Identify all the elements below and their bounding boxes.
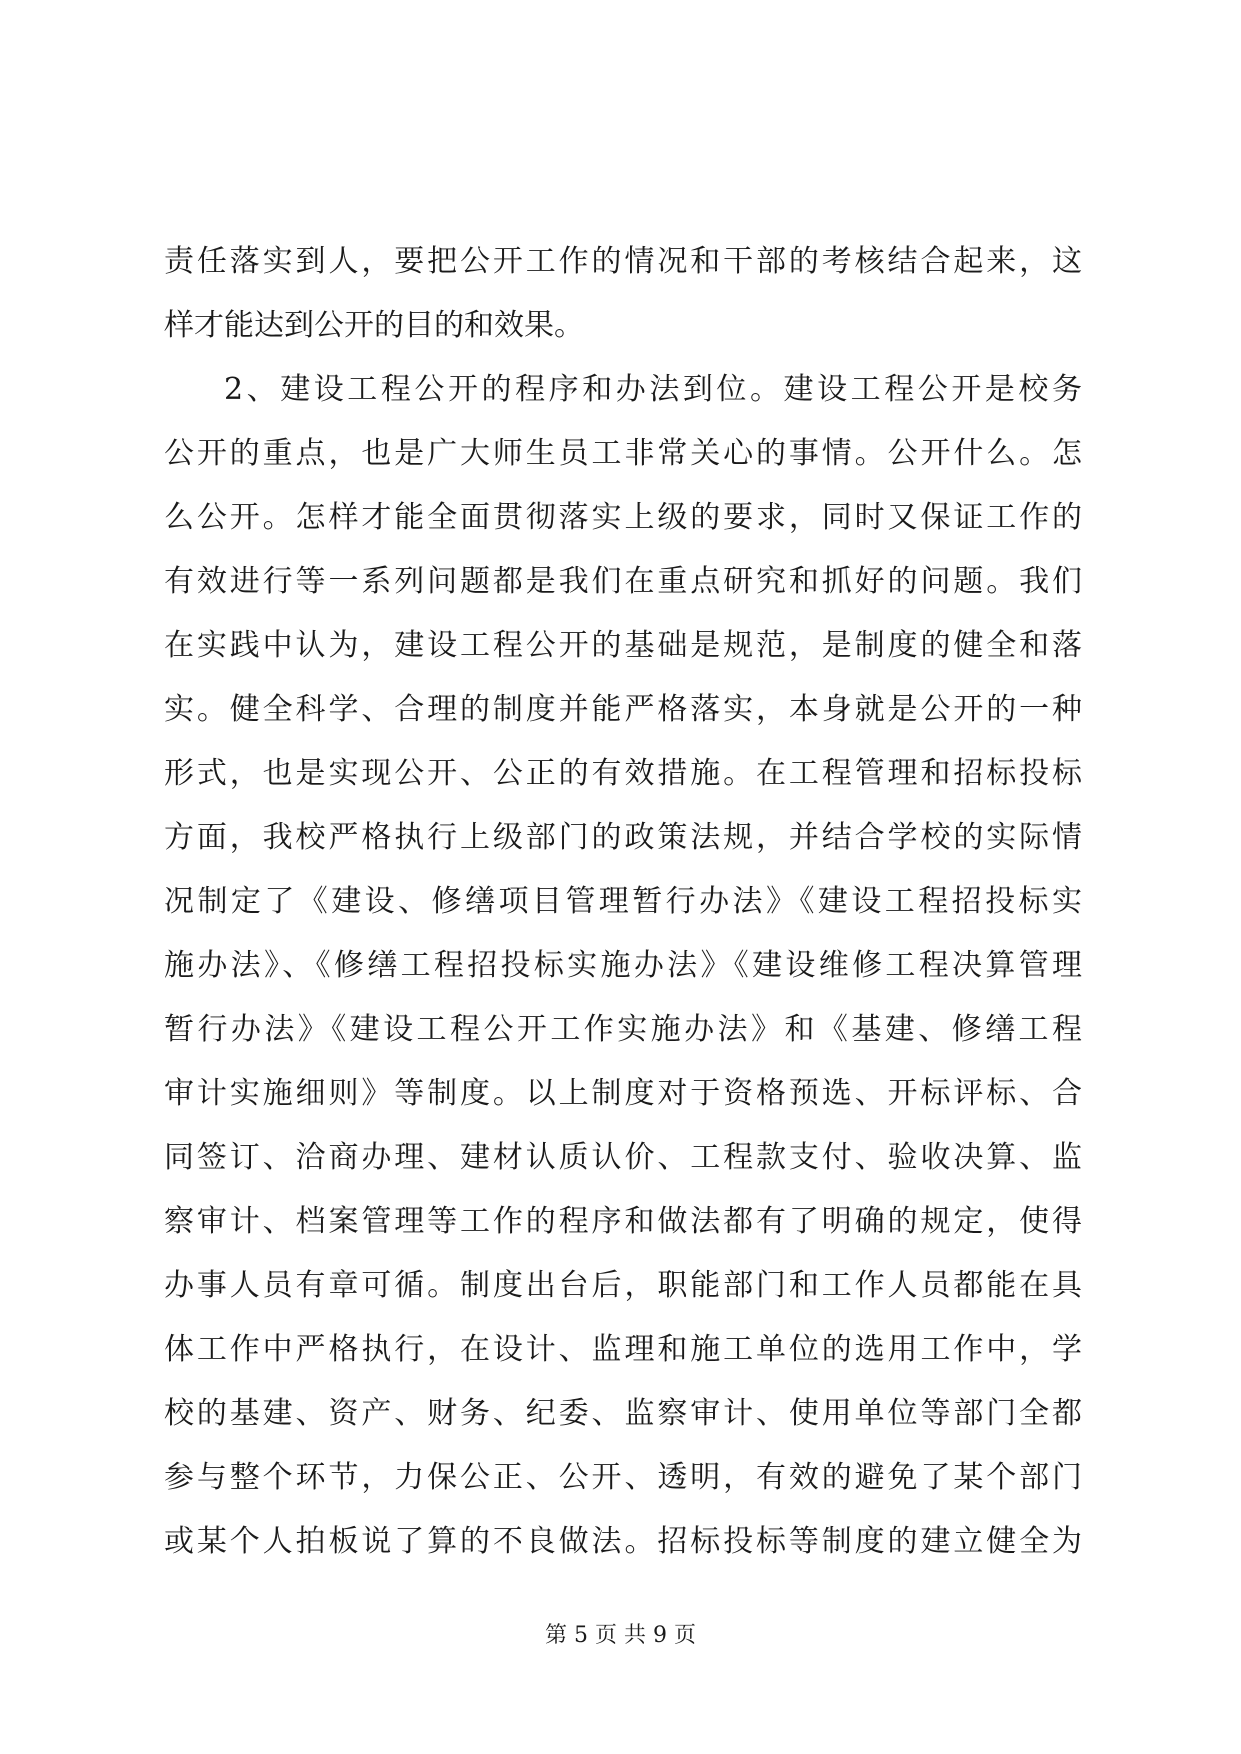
text-line: 察审计、档案管理等工作的程序和做法都有了明确的规定，使得 xyxy=(164,1204,1082,1239)
text-line: 责任落实到人，要把公开工作的情况和干部的考核结合起来，这 xyxy=(164,244,1082,279)
text-line: 审计实施细则》等制度。以上制度对于资格预选、开标评标、合 xyxy=(164,1076,1082,1111)
text-line: 暂行办法》《建设工程公开工作实施办法》和《基建、修缮工程 xyxy=(164,1012,1082,1047)
text-line: 校的基建、资产、财务、纪委、监察审计、使用单位等部门全都 xyxy=(164,1396,1082,1431)
text-line: 实。健全科学、合理的制度并能严格落实，本身就是公开的一种 xyxy=(164,692,1082,727)
text-line: 体工作中严格执行，在设计、监理和施工单位的选用工作中，学 xyxy=(164,1332,1082,1367)
text-line: 形式，也是实现公开、公正的有效措施。在工程管理和招标投标 xyxy=(164,756,1082,791)
text-line: 况制定了《建设、修缮项目管理暂行办法》《建设工程招投标实 xyxy=(164,884,1082,919)
text-line: 或某个人拍板说了算的不良做法。招标投标等制度的建立健全为 xyxy=(164,1524,1082,1559)
body-text xyxy=(164,230,1082,1574)
text-line: 么公开。怎样才能全面贯彻落实上级的要求，同时又保证工作的 xyxy=(164,500,1082,535)
text-line: 在实践中认为，建设工程公开的基础是规范，是制度的健全和落 xyxy=(164,628,1082,663)
paragraph-first-line: 2、建设工程公开的程序和办法到位。建设工程公开是校务 xyxy=(224,372,1082,407)
text-line: 参与整个环节，力保公正、公开、透明，有效的避免了某个部门 xyxy=(164,1460,1082,1495)
text-line: 同签订、洽商办理、建材认质认价、工程款支付、验收决算、监 xyxy=(164,1140,1082,1175)
text-line: 施办法》、《修缮工程招投标实施办法》《建设维修工程决算管理 xyxy=(164,948,1082,983)
page-number-footer: 第 5 页 共 9 页 xyxy=(545,1623,696,1648)
text-line: 样才能达到公开的目的和效果。 xyxy=(164,308,584,343)
text-line: 公开的重点，也是广大师生员工非常关心的事情。公开什么。怎 xyxy=(164,436,1082,471)
text-line: 有效进行等一系列问题都是我们在重点研究和抓好的问题。我们 xyxy=(164,564,1082,599)
text-line: 办事人员有章可循。制度出台后，职能部门和工作人员都能在具 xyxy=(164,1268,1082,1303)
text-line: 方面，我校严格执行上级部门的政策法规，并结合学校的实际情 xyxy=(164,820,1082,855)
